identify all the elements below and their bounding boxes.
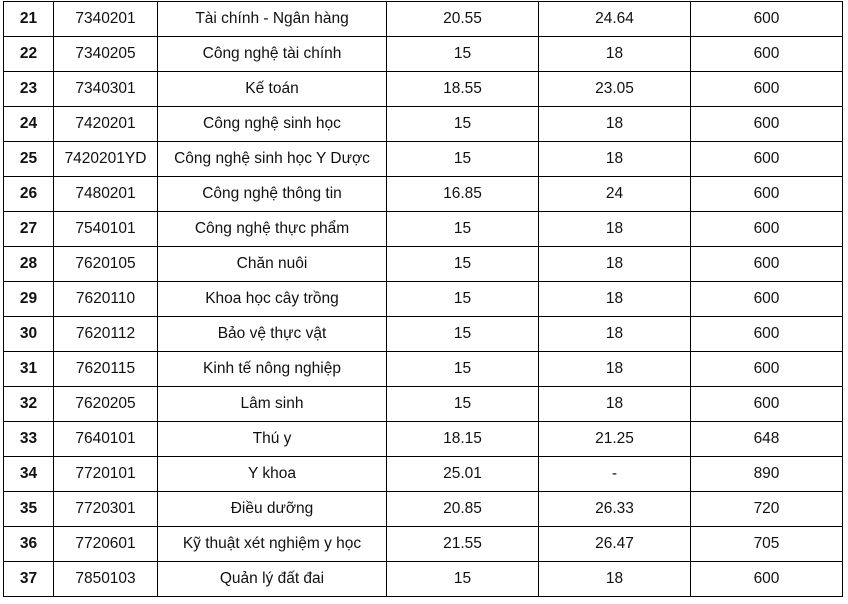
table-row bbox=[4, 72, 843, 107]
score-column-1-cell: 18.15 bbox=[387, 422, 539, 457]
score-column-2-cell: 24.64 bbox=[539, 2, 691, 37]
major-name-cell: Công nghệ thực phẩm bbox=[158, 212, 387, 247]
score-column-1-cell: 15 bbox=[387, 142, 539, 177]
major-code-cell: 7620205 bbox=[54, 387, 158, 422]
major-name-cell: Công nghệ sinh học Y Dược bbox=[158, 142, 387, 177]
table-row bbox=[4, 107, 843, 142]
score-column-3-cell: 600 bbox=[691, 212, 843, 247]
row-number-cell: 25 bbox=[4, 142, 54, 177]
major-code-cell: 7620115 bbox=[54, 352, 158, 387]
table-row bbox=[4, 492, 843, 527]
score-column-3-cell: 600 bbox=[691, 142, 843, 177]
table-row bbox=[4, 37, 843, 72]
table-row bbox=[4, 177, 843, 212]
score-column-3-cell: 600 bbox=[691, 562, 843, 597]
admission-scores-table bbox=[3, 1, 843, 597]
major-name-cell: Kinh tế nông nghiệp bbox=[158, 352, 387, 387]
major-name-cell: Kỹ thuật xét nghiệm y học bbox=[158, 527, 387, 562]
score-column-1-cell: 15 bbox=[387, 37, 539, 72]
table-row bbox=[4, 387, 843, 422]
major-name-cell: Quản lý đất đai bbox=[158, 562, 387, 597]
table-row bbox=[4, 212, 843, 247]
score-column-2-cell: 18 bbox=[539, 317, 691, 352]
major-code-cell: 7340301 bbox=[54, 72, 158, 107]
score-column-2-cell: 26.33 bbox=[539, 492, 691, 527]
table-body bbox=[4, 2, 843, 597]
score-column-2-cell: 18 bbox=[539, 37, 691, 72]
major-name-cell: Công nghệ sinh học bbox=[158, 107, 387, 142]
score-column-1-cell: 21.55 bbox=[387, 527, 539, 562]
row-number-cell: 36 bbox=[4, 527, 54, 562]
row-number-cell: 26 bbox=[4, 177, 54, 212]
row-number-cell: 31 bbox=[4, 352, 54, 387]
major-code-cell: 7640101 bbox=[54, 422, 158, 457]
score-column-2-cell: 18 bbox=[539, 142, 691, 177]
score-column-2-cell: 18 bbox=[539, 212, 691, 247]
score-column-3-cell: 600 bbox=[691, 387, 843, 422]
table-row bbox=[4, 457, 843, 492]
major-name-cell: Kế toán bbox=[158, 72, 387, 107]
row-number-cell: 34 bbox=[4, 457, 54, 492]
major-code-cell: 7340201 bbox=[54, 2, 158, 37]
major-name-cell: Điều dưỡng bbox=[158, 492, 387, 527]
score-column-2-cell: 23.05 bbox=[539, 72, 691, 107]
table-row bbox=[4, 247, 843, 282]
row-number-cell: 29 bbox=[4, 282, 54, 317]
row-number-cell: 30 bbox=[4, 317, 54, 352]
score-column-2-cell: 26.47 bbox=[539, 527, 691, 562]
score-column-1-cell: 20.55 bbox=[387, 2, 539, 37]
table-row bbox=[4, 422, 843, 457]
row-number-cell: 37 bbox=[4, 562, 54, 597]
score-column-2-cell: 18 bbox=[539, 562, 691, 597]
major-code-cell: 7620112 bbox=[54, 317, 158, 352]
score-column-3-cell: 600 bbox=[691, 107, 843, 142]
table-row bbox=[4, 142, 843, 177]
score-column-3-cell: 600 bbox=[691, 317, 843, 352]
major-name-cell: Bảo vệ thực vật bbox=[158, 317, 387, 352]
score-column-3-cell: 600 bbox=[691, 72, 843, 107]
score-column-1-cell: 15 bbox=[387, 247, 539, 282]
row-number-cell: 24 bbox=[4, 107, 54, 142]
table-row bbox=[4, 562, 843, 597]
row-number-cell: 23 bbox=[4, 72, 54, 107]
major-name-cell: Y khoa bbox=[158, 457, 387, 492]
major-code-cell: 7420201 bbox=[54, 107, 158, 142]
score-column-2-cell: 18 bbox=[539, 107, 691, 142]
table-row bbox=[4, 527, 843, 562]
score-column-3-cell: 600 bbox=[691, 282, 843, 317]
score-column-1-cell: 20.85 bbox=[387, 492, 539, 527]
table-row bbox=[4, 317, 843, 352]
table-row bbox=[4, 282, 843, 317]
major-name-cell: Công nghệ tài chính bbox=[158, 37, 387, 72]
major-code-cell: 7620110 bbox=[54, 282, 158, 317]
table-row bbox=[4, 352, 843, 387]
score-column-1-cell: 16.85 bbox=[387, 177, 539, 212]
row-number-cell: 28 bbox=[4, 247, 54, 282]
score-column-3-cell: 648 bbox=[691, 422, 843, 457]
major-code-cell: 7850103 bbox=[54, 562, 158, 597]
score-column-1-cell: 15 bbox=[387, 317, 539, 352]
score-column-1-cell: 15 bbox=[387, 282, 539, 317]
score-column-2-cell: 18 bbox=[539, 387, 691, 422]
score-column-3-cell: 600 bbox=[691, 2, 843, 37]
score-column-3-cell: 600 bbox=[691, 352, 843, 387]
major-name-cell: Chăn nuôi bbox=[158, 247, 387, 282]
major-name-cell: Công nghệ thông tin bbox=[158, 177, 387, 212]
major-code-cell: 7420201YD bbox=[54, 142, 158, 177]
score-column-1-cell: 15 bbox=[387, 562, 539, 597]
major-name-cell: Lâm sinh bbox=[158, 387, 387, 422]
score-column-3-cell: 600 bbox=[691, 177, 843, 212]
score-column-2-cell: 24 bbox=[539, 177, 691, 212]
score-column-3-cell: 890 bbox=[691, 457, 843, 492]
score-column-1-cell: 15 bbox=[387, 107, 539, 142]
table-row bbox=[4, 2, 843, 37]
major-name-cell: Thú y bbox=[158, 422, 387, 457]
score-column-3-cell: 600 bbox=[691, 247, 843, 282]
major-code-cell: 7620105 bbox=[54, 247, 158, 282]
score-column-2-cell: 18 bbox=[539, 247, 691, 282]
score-column-2-cell: 21.25 bbox=[539, 422, 691, 457]
score-column-3-cell: 705 bbox=[691, 527, 843, 562]
major-code-cell: 7540101 bbox=[54, 212, 158, 247]
row-number-cell: 22 bbox=[4, 37, 54, 72]
row-number-cell: 21 bbox=[4, 2, 54, 37]
score-column-2-cell: 18 bbox=[539, 352, 691, 387]
score-column-2-cell: - bbox=[539, 457, 691, 492]
row-number-cell: 33 bbox=[4, 422, 54, 457]
score-column-3-cell: 720 bbox=[691, 492, 843, 527]
row-number-cell: 27 bbox=[4, 212, 54, 247]
major-code-cell: 7340205 bbox=[54, 37, 158, 72]
major-name-cell: Khoa học cây trồng bbox=[158, 282, 387, 317]
row-number-cell: 35 bbox=[4, 492, 54, 527]
score-column-1-cell: 15 bbox=[387, 212, 539, 247]
score-column-2-cell: 18 bbox=[539, 282, 691, 317]
major-code-cell: 7720601 bbox=[54, 527, 158, 562]
row-number-cell: 32 bbox=[4, 387, 54, 422]
score-column-1-cell: 25.01 bbox=[387, 457, 539, 492]
score-column-1-cell: 15 bbox=[387, 352, 539, 387]
major-code-cell: 7480201 bbox=[54, 177, 158, 212]
major-code-cell: 7720301 bbox=[54, 492, 158, 527]
major-code-cell: 7720101 bbox=[54, 457, 158, 492]
score-column-3-cell: 600 bbox=[691, 37, 843, 72]
score-column-1-cell: 18.55 bbox=[387, 72, 539, 107]
score-column-1-cell: 15 bbox=[387, 387, 539, 422]
major-name-cell: Tài chính - Ngân hàng bbox=[158, 2, 387, 37]
